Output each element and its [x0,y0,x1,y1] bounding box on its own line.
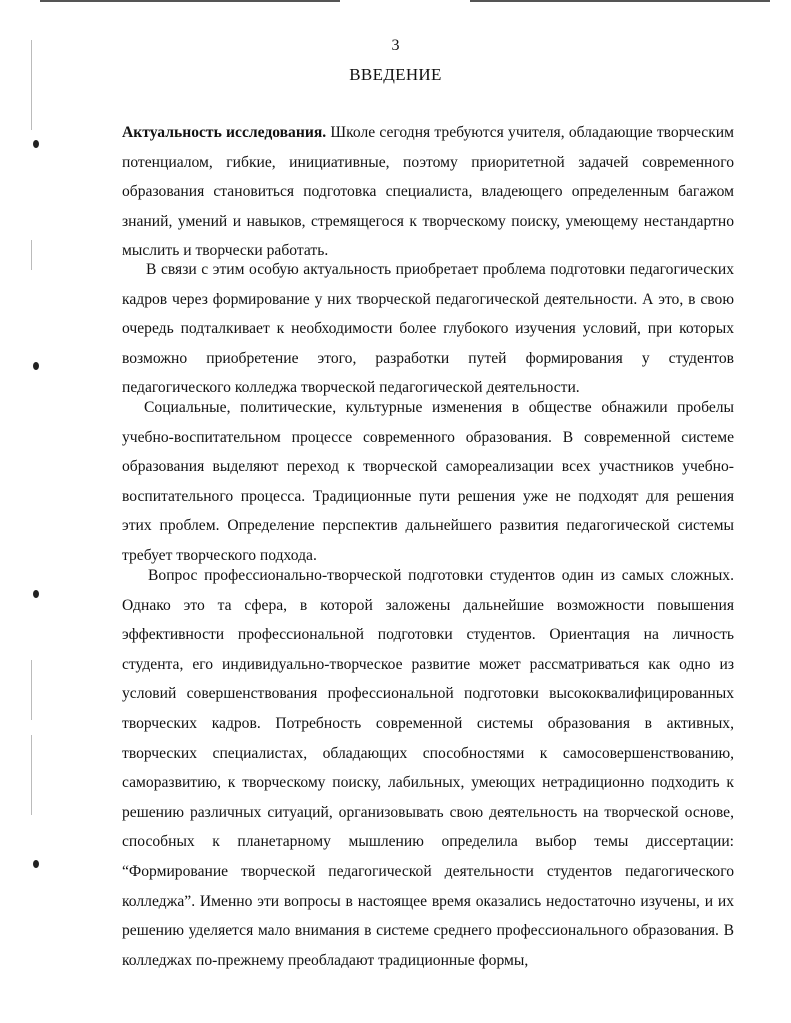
paragraph-text: Школе сегодня требуются учителя, обладающие творческим потенциалом, гибкие, инициативные, поэтому приоритетной задачей современного образования становиться подготовка специалиста, владеющего определенным багажом знаний, умений и навыков, стремящегося к творческому поиску, умеющему нестандартно мыслить и творчески работать. [122,124,734,260]
page-title: ВВЕДЕНИЕ [349,65,442,84]
punch-hole [33,362,39,370]
left-margin-line [31,660,32,720]
page-number: 3 [391,37,400,54]
scan-top-border [40,0,340,2]
paragraph-relevance [122,118,734,266]
paragraph-lead: Актуальность исследования. [122,124,327,141]
punch-hole [33,140,39,148]
punch-hole [33,590,39,598]
left-margin-line [31,240,32,270]
paragraph: Социальные, политические, культурные изменения в обществе обнажили пробелы учебно-воспитательном процессе современного образования. В современной системе образования выделяют переход к творческой самореализации всех участников учебно-воспитательного процесса. Традиционные пути решения уже не подходят для решения этих проблем. Определение перспектив дальнейшего развития педагогической системы требует творческого подхода. [122,399,734,564]
paragraph: В связи с этим особую актуальность приобретает проблема подготовки педагогических кадров через формирование у них творческой педагогической деятельности. А это, в свою очередь подталкивает к необходимости более глубокого изучения условий, при которых возможно приобретение этого, разработки путей формирования у студентов педагогического колледжа творческой педагогической деятельности. [122,261,734,397]
scan-top-border-right [470,0,770,2]
left-margin-line [31,735,32,815]
paragraph: Вопрос профессионально-творческой подготовки студентов один из самых сложных. Однако это та сфера, в которой заложены дальнейшие возможности повышения эффективности профессиональной подготовки студентов. Ориентация на личность студента, его индивидуально-творческое развитие может рассматриваться как одно из условий совершенствования профессиональной подготовки высококвалифицированных творческих кадров. Потребность современной системы образования в активных, творческих специалистах, обладающих способностями к самосовершенствованию, саморазвитию, к творческому поиску, лабильных, умеющих нетрадиционно подходить к решению различных ситуаций, организовывать свою деятельность на творческой основе, способных к планетарному мышлению определила выбор темы диссертации: “Формирование творческой педагогической деятельности студентов педагогического колледжа”. Именно эти вопросы в настоящее время оказались недостаточно изучены, и их решению уделяется мало внимания в системе среднего профессионального образования. В колледжах по-прежнему преобладают традиционные формы, [122,567,734,969]
punch-hole [33,860,39,868]
